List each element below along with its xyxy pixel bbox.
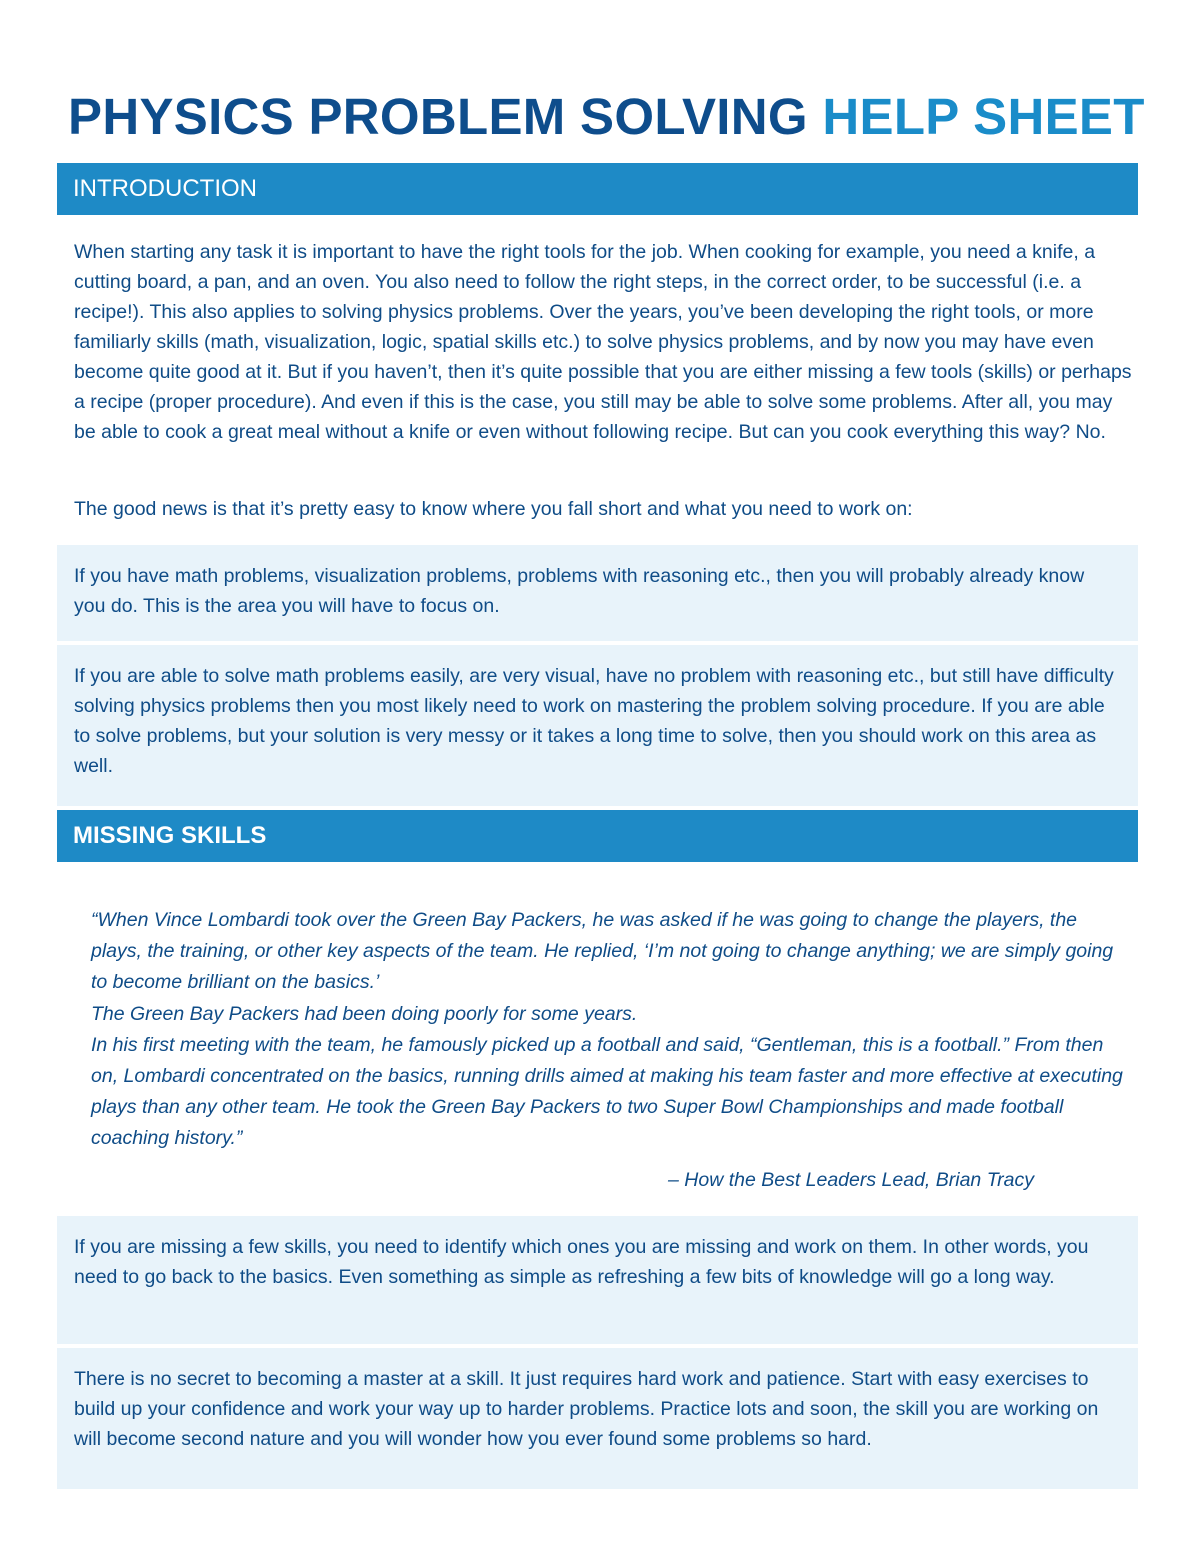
intro-paragraph: When starting any task it is important to have the right tools for the job. When cooking for example, you need a knife, a cutting board, a pan, and an oven. You also need to follow the right steps, in the correct order, to be successful (i.e. a recipe!). This also applies to solving physics problems. Over the years, you’ve been developing the right tools, or more familiarly skills (math, visualization, logic, spatial skills etc.) to solve physics problems, and by now you may have even become quite good at it. But if you haven’t, then it’s quite possible that you are either missing a few tools (skills) or perhaps a recipe (proper procedure). And even if this is the case, you still may be able to solve some problems. After all, you may be able to cook a great meal without a knife or even without following recipe. But can you cook everything this way? No. bbox=[74, 241, 1132, 443]
title-main: PHYSICS PROBLEM SOLVING bbox=[68, 88, 808, 145]
quote-line: “When Vince Lombardi took over the Green Bay Packers, he was asked if he was going to change the players, the plays, the training, or other key aspects of the team. He replied, ‘I’m not going to change anything; we are simply going to become brilliant on the basics.’ bbox=[91, 909, 1114, 994]
info-box-procedure bbox=[57, 645, 1138, 806]
quote-line: In his first meeting with the team, he famously picked up a football and said, “Gentleman, this is a football.” From then on, Lombardi concentrated on the basics, running drills aimed at making his team faster and more effective at executing plays than any other team. He took the Green Bay Packers to two Super Bowl Championships and made football coaching history.” bbox=[91, 1033, 1123, 1150]
section-header-introduction: INTRODUCTION bbox=[57, 163, 1138, 215]
info-box-math-problems bbox=[57, 545, 1138, 641]
info-box-text: If you have math problems, visualization problems, problems with reasoning etc., then you will probably already know you do. This is the area you will have to focus on. bbox=[74, 565, 1085, 617]
info-box-back-to-basics bbox=[57, 1216, 1138, 1344]
page-title bbox=[68, 84, 1145, 150]
quote-attribution: – How the Best Leaders Lead, Brian Tracy bbox=[668, 1169, 1034, 1191]
info-box-text: If you are able to solve math problems easily, are very visual, have no problem with reasoning etc., but still have difficulty solving physics problems then you most likely need to work on mastering the problem solving procedure. If you are able to solve problems, but your solution is very messy or it takes a long time to solve, then you should work on this area as well. bbox=[74, 665, 1114, 777]
quote-line: The Green Bay Packers had been doing poorly for some years. bbox=[91, 1002, 638, 1025]
intro-lead-in: The good news is that it’s pretty easy to know where you fall short and what you need to work on: bbox=[74, 498, 913, 520]
lombardi-quote bbox=[91, 905, 1131, 1155]
section-header-missing-skills: MISSING SKILLS bbox=[57, 810, 1138, 862]
info-box-text: If you are missing a few skills, you need to identify which ones you are missing and work on them. In other words, you need to go back to the basics. Even something as simple as refreshing a few bits of knowledge will go a long way. bbox=[74, 1236, 1089, 1288]
info-box-text: There is no secret to becoming a master at a skill. It just requires hard work and patience. Start with easy exercises to build up your confidence and work your way up to harder problems. Practice lots and soon, the skill you are working on will become second nature and you will wonder how you ever found some problems so hard. bbox=[74, 1368, 1099, 1450]
title-accent: HELP SHEET bbox=[822, 88, 1145, 145]
info-box-mastery bbox=[57, 1348, 1138, 1489]
